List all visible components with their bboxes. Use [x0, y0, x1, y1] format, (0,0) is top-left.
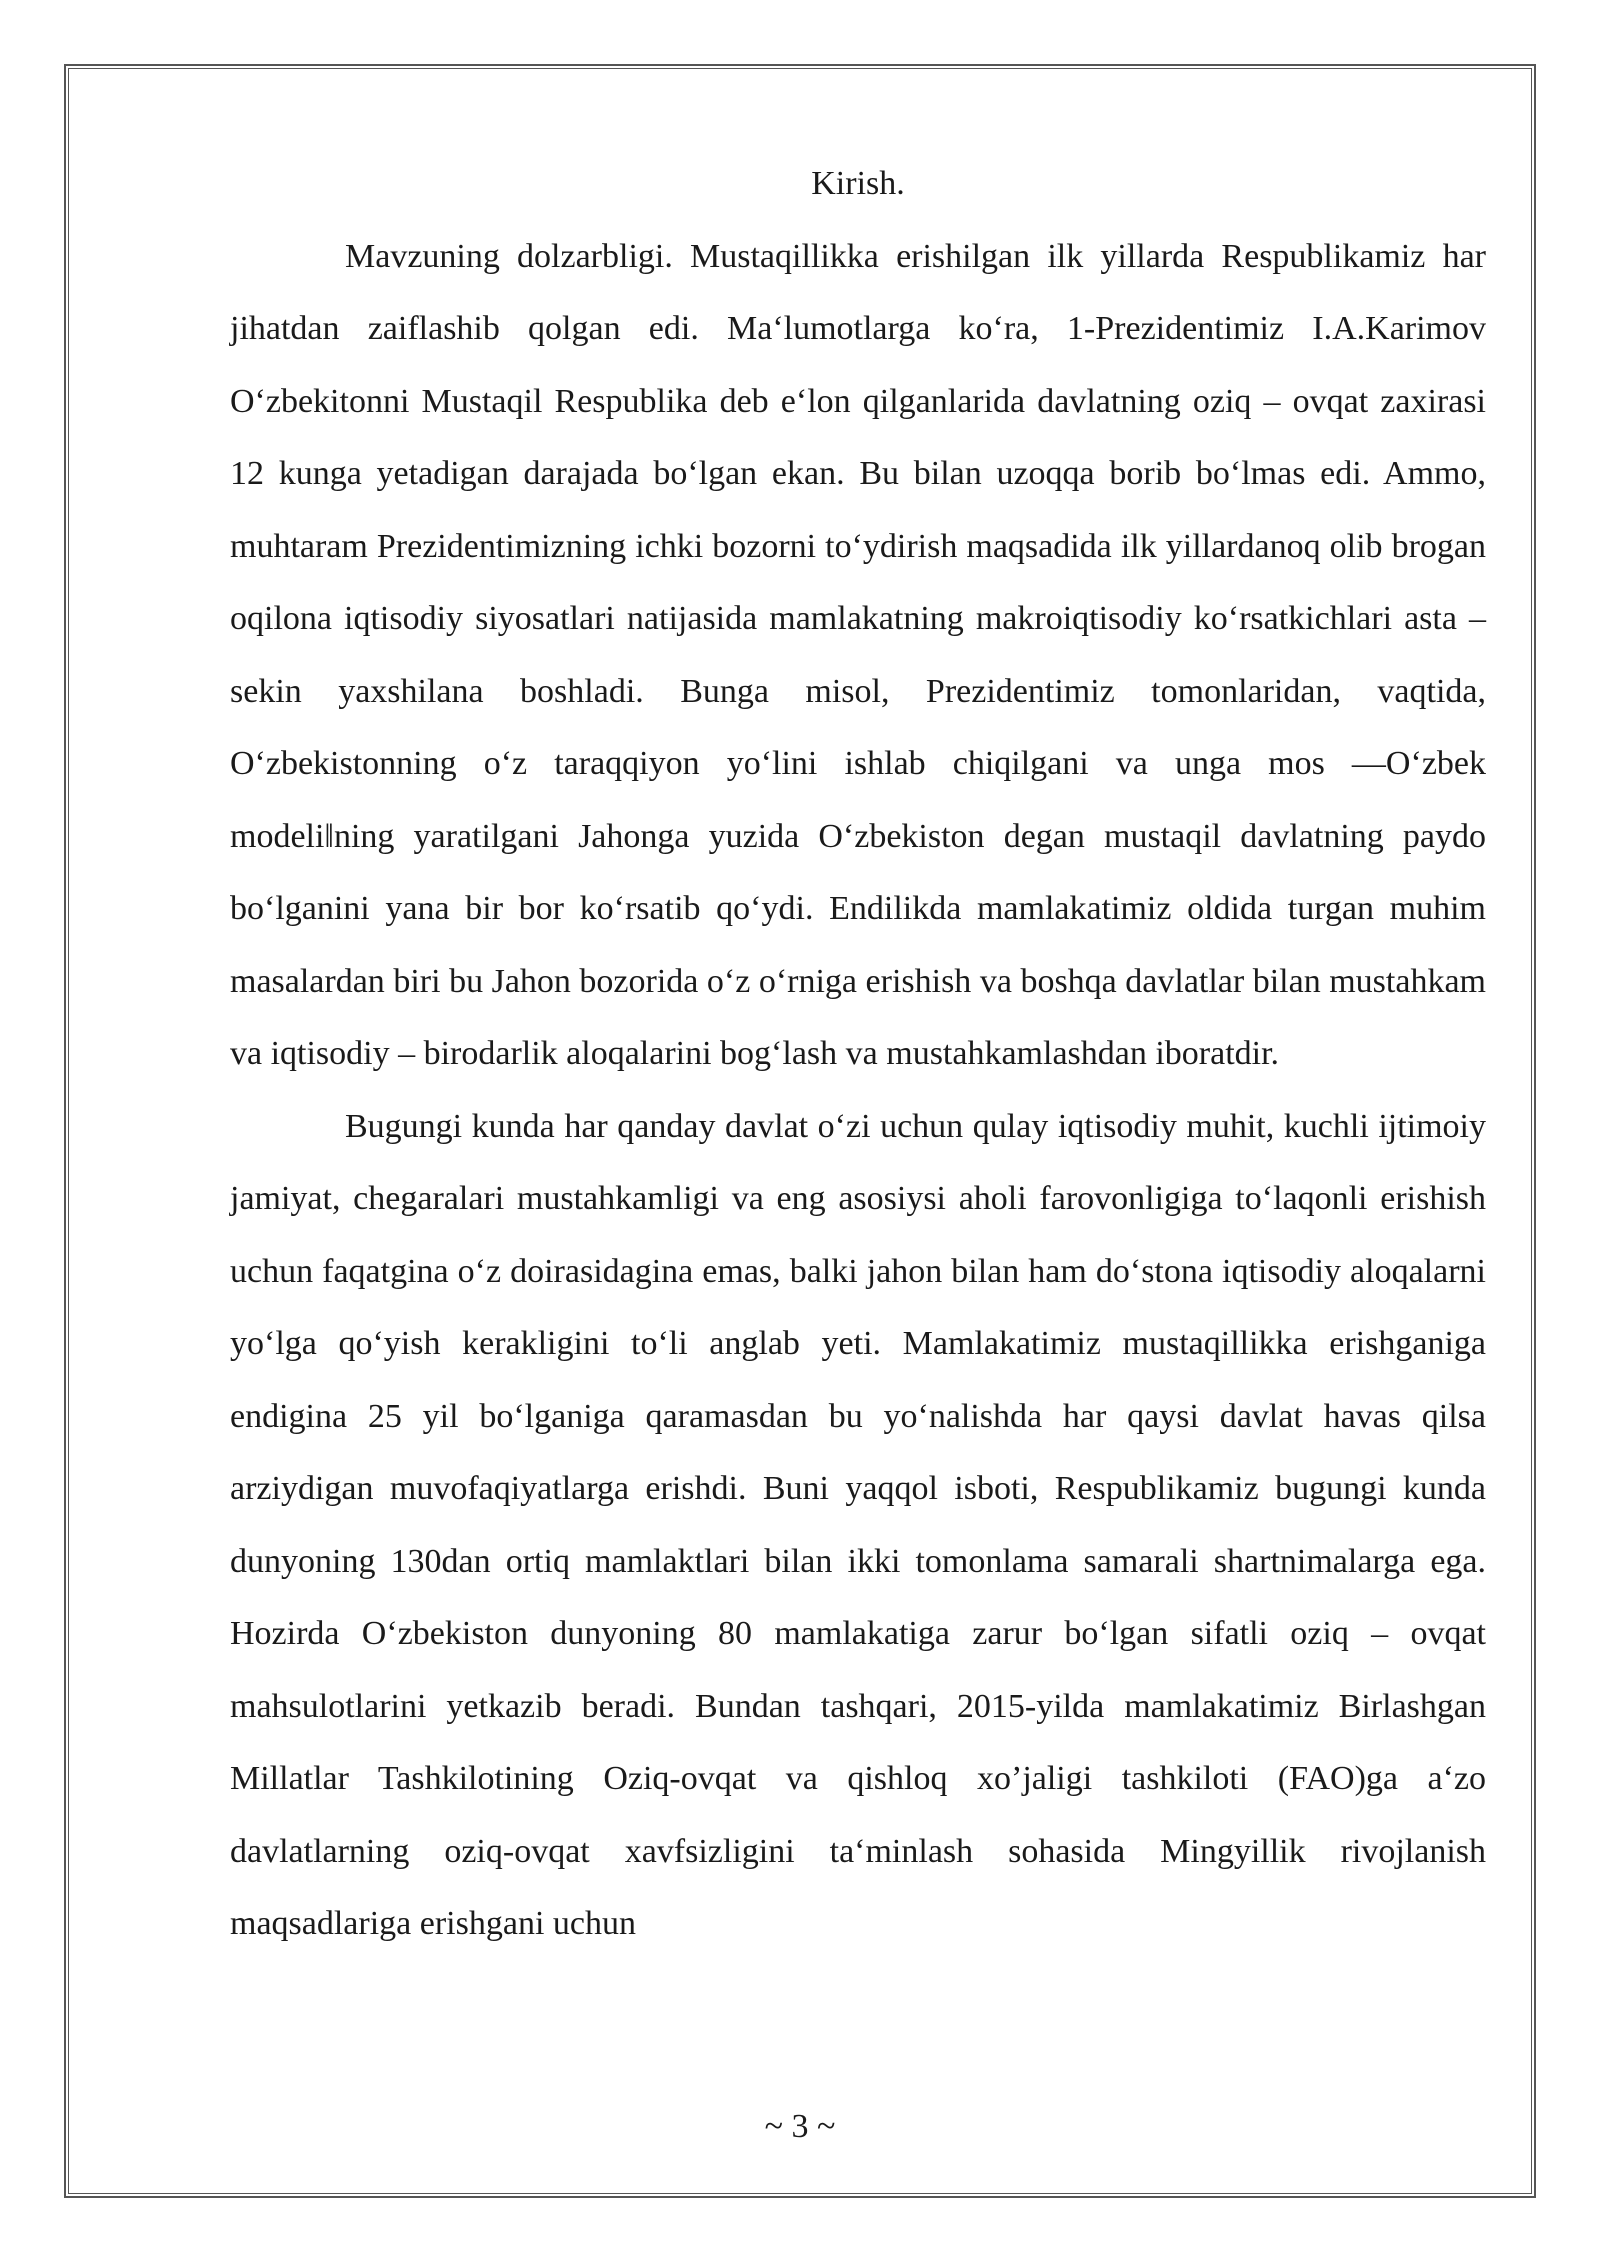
paragraph-1: Mavzuning dolzarbligi. Mustaqillikka erishilgan ilk yillarda Respublikamiz har jihatdan zaiflashib qolgan edi. Ma‘lumotlarga ko‘ra, 1-Prezidentimiz I.A.Karimov O‘zbekitonni Mustaqil Respublika deb e‘lon qilganlarida davlatning oziq – ovqat zaxirasi 12 kunga yetadigan darajada bo‘lgan ekan. Bu bilan uzoqqa borib bo‘lmas edi. Ammo, muhtaram Prezidentimizning ichki bozorni to‘ydirish maqsadida ilk yillardanoq olib brogan oqilona iqtisodiy siyosatlari natijasida mamlakatning makroiqtisodiy ko‘rsatkichlari asta – sekin yaxshilana boshladi. Bunga misol, Prezidentimiz tomonlaridan, vaqtida, O‘zbekistonning o‘z taraqqiyon yo‘lini ishlab chiqilgani va unga mos ―O‘zbek modeli‖ning yaratilgani Jahonga yuzida O‘zbekiston degan mustaqil davlatning paydo bo‘lganini yana bir bor ko‘rsatib qo‘ydi. Endilikda mamlakatimiz oldida turgan muhim masalardan biri bu Jahon bozorida o‘z o‘rniga erishish va boshqa davlatlar bilan mustahkam va iqtisodiy – birodarlik aloqalarini bog‘lash va mustahkamlashdan iboratdir. [230, 237, 1486, 1072]
page-number: ~ 3 ~ [764, 2108, 836, 2145]
document-body [230, 148, 1486, 1961]
document-title: Kirish. [811, 165, 905, 202]
paragraph-2: Bugungi kunda har qanday davlat o‘zi uchun qulay iqtisodiy muhit, kuchli ijtimoiy jamiyat, chegaralari mustahkamligi va eng asosiysi aholi farovonligiga to‘laqonli erishish uchun faqatgina o‘z doirasidagina emas, balki jahon bilan ham do‘stona iqtisodiy aloqalarni yo‘lga qo‘yish kerakligini to‘li anglab yeti. Mamlakatimiz mustaqillikka erishganiga endigina 25 yil bo‘lganiga qaramasdan bu yo‘nalishda har qaysi davlat havas qilsa arziydigan muvofaqiyatlarga erishdi. Buni yaqqol isboti, Respublikamiz bugungi kunda dunyoning 130dan ortiq mamlaktlari bilan ikki tomonlama samarali shartnimalarga ega. Hozirda O‘zbekiston dunyoning 80 mamlakatiga zarur bo‘lgan sifatli oziq – ovqat mahsulotlarini yetkazib beradi. Bundan tashqari, 2015-yilda mamlakatimiz Birlashgan Millatlar Tashkilotining Oziq-ovqat va qishloq xo’jaligi tashkiloti (FAO)ga a‘zo davlatlarning oziq-ovqat xavfsizligini ta‘minlash sohasida Mingyillik rivojlanish maqsadlariga erishgani uchun [230, 1107, 1486, 1942]
